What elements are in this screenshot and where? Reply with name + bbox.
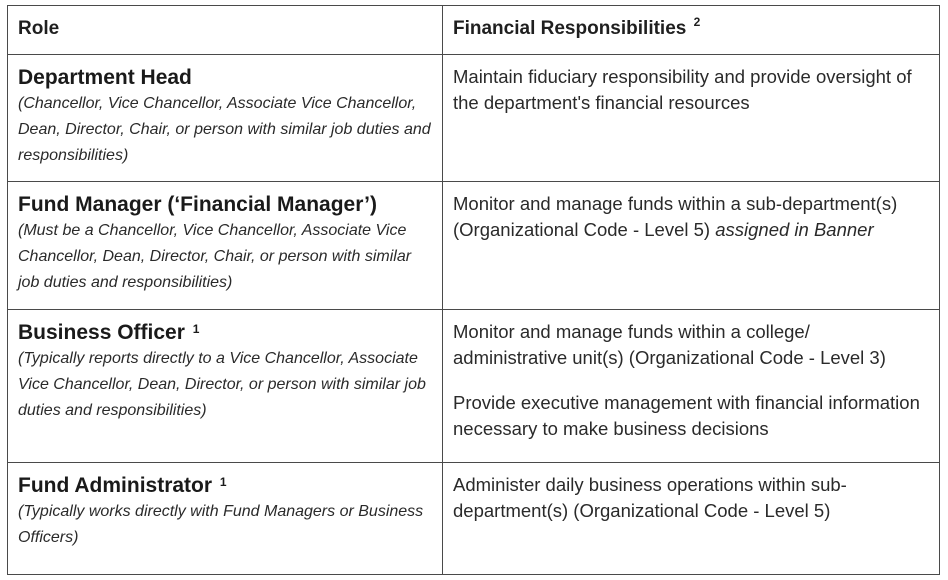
table-row <box>8 55 940 182</box>
table-row <box>8 310 940 463</box>
financial-cell <box>443 463 940 575</box>
header-financial-footnote: 2 <box>693 15 701 29</box>
financial-cell <box>443 310 940 463</box>
table-row <box>8 463 940 575</box>
role-footnote: 1 <box>219 475 227 489</box>
role-footnote: 1 <box>192 322 200 336</box>
role-cell <box>8 55 443 182</box>
header-financial-label: Financial Responsibilities <box>453 18 687 39</box>
role-cell <box>8 463 443 575</box>
role-cell <box>8 182 443 310</box>
role-title: Fund Manager (‘Financial Manager’) <box>18 193 377 216</box>
financial-text: Monitor and manage funds within a sub-department(s) (Organizational Code - Level 5) assigned in Banner <box>453 193 898 240</box>
financial-cell <box>443 182 940 310</box>
financial-emphasis: assigned in Banner <box>715 219 874 240</box>
role-description: (Typically reports directly to a Vice Chancellor, Associate Vice Chancellor, Dean, Director, or person with similar job duties and responsibilities) <box>18 350 426 419</box>
role-title: Department Head <box>18 66 192 89</box>
financial-cell <box>443 55 940 182</box>
table-row <box>8 182 940 310</box>
financial-text: Monitor and manage funds within a college/ administrative unit(s) (Organizational Code - Level 3) <box>453 321 886 368</box>
financial-text: Maintain fiduciary responsibility and provide oversight of the department's financial resources <box>453 66 912 113</box>
financial-text: Provide executive management with financial information necessary to make business decisions <box>453 392 920 439</box>
table-header-row <box>8 6 940 55</box>
financial-text: Administer daily business operations within sub-department(s) (Organizational Code - Level 5) <box>453 474 847 521</box>
header-financial <box>443 6 940 55</box>
responsibilities-table <box>7 5 940 575</box>
role-description: (Must be a Chancellor, Vice Chancellor, Associate Vice Chancellor, Dean, Director, Chair, or person with similar job duties and responsibilities) <box>18 222 412 291</box>
header-role <box>8 6 443 55</box>
role-description: (Chancellor, Vice Chancellor, Associate Vice Chancellor, Dean, Director, Chair, or person with similar job duties and responsibilities) <box>18 95 431 164</box>
role-title: Fund Administrator $^1$ <box>18 474 227 497</box>
role-cell <box>8 310 443 463</box>
role-title: Business Officer $^1$ <box>18 321 200 344</box>
header-role-label: Role <box>18 18 60 39</box>
role-description: (Typically works directly with Fund Managers or Business Officers) <box>18 503 424 546</box>
